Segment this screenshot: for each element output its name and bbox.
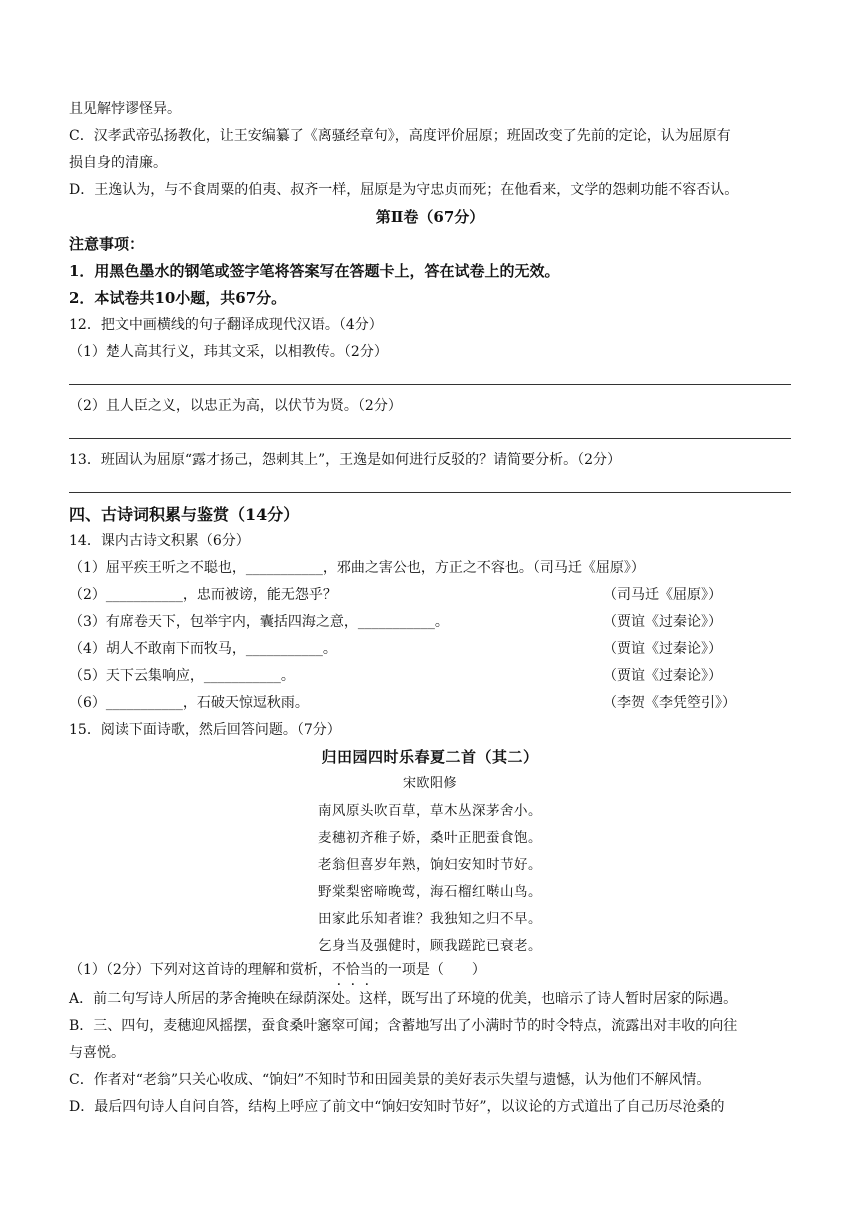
q15-option-a: A．前二句写诗人所居的茅舍掩映在绿荫深处。这样，既写出了环境的优美，也暗示了诗人暂时居家的际遇。: [69, 991, 738, 1007]
q11-option-d: D．王逸认为，与不食周粟的伯夷、叔齐一样，屈原是为守忠贞而死；在他看来，文学的怨刺功能不容否认。: [69, 182, 739, 198]
answer-line[interactable]: [69, 384, 791, 385]
emphasis-char: 当: [359, 962, 374, 978]
poem-title: 归田园四时乐春夏二首（其二）: [321, 748, 539, 766]
q14-item-source: （贾谊《过秦论》）: [603, 614, 722, 630]
poem-line-2: 麦穗初齐稚子娇，桑叶正肥蚕食饱。: [318, 830, 542, 846]
emphasis-char: 不: [331, 962, 346, 978]
section4-title: 四、古诗词积累与鉴赏（14分）: [69, 505, 300, 524]
q14-item-source: （李贺《李凭箜引》）: [603, 695, 736, 711]
q11-option-c-line1: C．汉孝武帝弘扬教化，让王安编纂了《离骚经章句》，高度评价屈原；班固改变了先前的定论，认为屈原有: [69, 128, 731, 144]
poem-line-4: 野棠梨密啼晚莺，海石榴红啭山鸟。: [318, 884, 542, 900]
q14-stem: 14．课内古诗文积累（6分）: [69, 533, 250, 549]
q15-stem: 15．阅读下面诗歌，然后回答问题。（7分）: [69, 722, 341, 738]
q13-stem: 13．班固认为屈原“露才扬己，怨刺其上”，王逸是如何进行反驳的？请简要分析。（2分）: [69, 452, 622, 468]
notice-label: 注意事项：: [69, 235, 145, 253]
q11-b-tail: 且见解悖谬怪异。: [69, 101, 181, 117]
q14-item-4: [69, 639, 793, 659]
poem-line-6: 乞身当及强健时，顾我蹉跎已衰老。: [318, 938, 542, 954]
part2-title: 第Ⅱ卷（67分）: [375, 208, 485, 226]
q15-sub1-before: （1）（2分）下列对这首诗的理解和赏析，: [69, 962, 332, 978]
notice-item-2: 2．本试卷共10小题，共67分。: [69, 289, 287, 307]
q14-item-source: （贾谊《过秦论》）: [603, 668, 722, 684]
q14-item-text: （3）有席卷天下，包举宇内，囊括四海之意，___________。: [69, 614, 449, 630]
q11-option-c-line2: 损自身的清廉。: [69, 155, 167, 171]
q14-item-text: （2）___________，忠而被谤，能无怨乎？: [69, 587, 337, 603]
q14-item-3: [69, 612, 793, 632]
q14-item-text: （1）屈平疾王听之不聪也，___________，邪曲之害公也，方正之不容也。（司马迁《屈原》）: [69, 560, 645, 576]
q14-item-text: （5）天下云集响应，___________。: [69, 668, 295, 684]
q15-option-b-line1: B．三、四句，麦穗迎风摇摆，蚕食桑叶窸窣可闻；含蓄地写出了小满时节的时令特点，流露出对丰收的向往: [69, 1018, 738, 1034]
q12-stem: 12．把文中画横线的句子翻译成现代汉语。（4分）: [69, 317, 383, 333]
q14-item-6: [69, 693, 793, 713]
poem-line-1: 南风原头吹百草，草木丛深茅舍小。: [318, 803, 542, 819]
answer-line[interactable]: [69, 492, 791, 493]
q15-option-b-line2: 与喜悦。: [69, 1045, 125, 1061]
q14-item-5: [69, 666, 793, 686]
q14-item-text: （4）胡人不敢南下而牧马，___________。: [69, 641, 337, 657]
q12-sentence-1: （1）楚人高其行义，玮其文采，以相教传。（2分）: [69, 344, 388, 360]
q15-sub1-stem: [69, 960, 793, 980]
notice-item-1: 1．用黑色墨水的钢笔或签字笔将答案写在答题卡上，答在试卷上的无效。: [69, 262, 560, 280]
poem-line-3: 老翁但喜岁年熟，饷妇安知时节好。: [318, 857, 542, 873]
q14-item-2: [69, 585, 793, 605]
q15-option-c: C．作者对“老翁”只关心收成、“饷妇”不知时节和田园美景的美好表示失望与遗憾，认为他们不解风情。: [69, 1072, 711, 1088]
poem-author: 宋欧阳修: [402, 776, 457, 791]
q14-item-text: （6）___________，石破天惊逗秋雨。: [69, 695, 309, 711]
emphasis-char: 恰: [345, 962, 360, 978]
poem-line-5: 田家此乐知者谁？我独知之归不早。: [318, 911, 542, 927]
q12-sentence-2: （2）且人臣之义，以忠正为高，以伏节为贤。（2分）: [69, 398, 402, 414]
q15-sub1-after: 的一项是（ ）: [373, 962, 486, 978]
q14-item-source: （司马迁《屈原》）: [603, 587, 722, 603]
q14-item-1: [69, 558, 793, 578]
q15-option-d: D．最后四句诗人自问自答，结构上呼应了前文中“饷妇安知时节好”，以议论的方式道出了自己历尽沧桑的: [69, 1099, 725, 1115]
answer-line[interactable]: [69, 438, 791, 439]
q14-item-source: （贾谊《过秦论》）: [603, 641, 722, 657]
